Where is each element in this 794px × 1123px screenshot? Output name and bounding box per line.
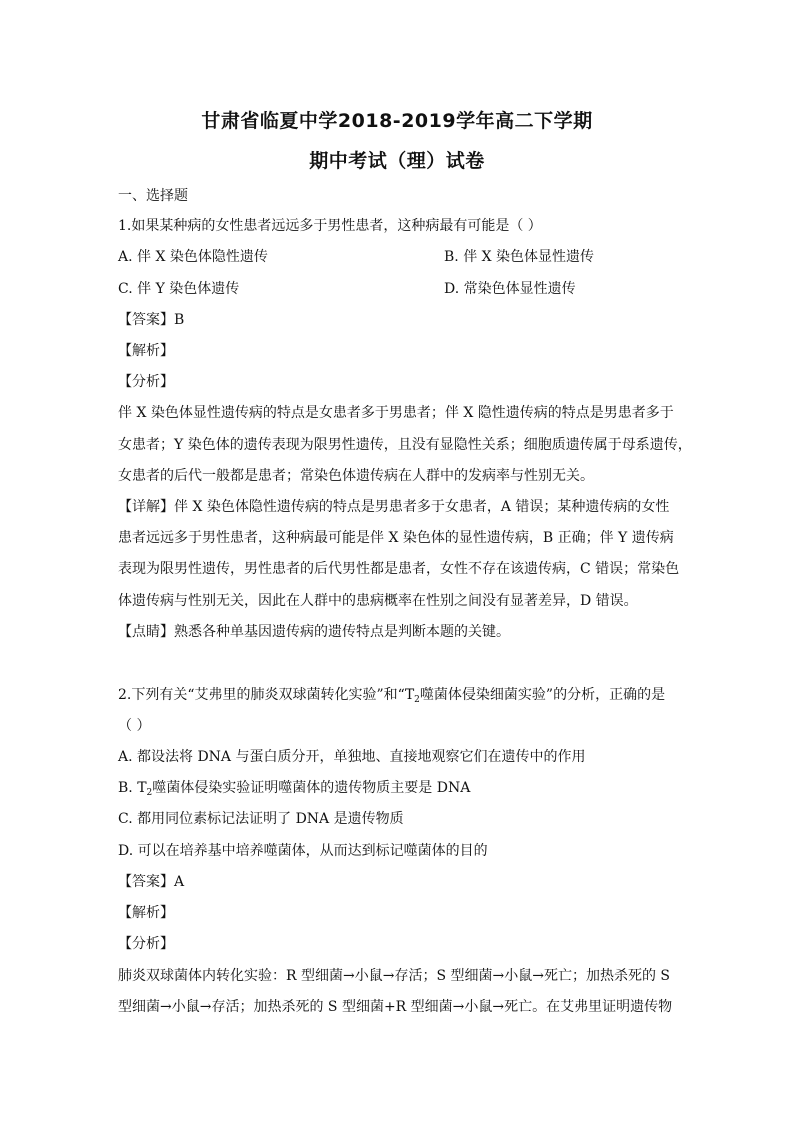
q2-analysis-line: 肺炎双球菌体内转化实验：R 型细菌→小鼠→存活；S 型细菌→小鼠→死亡；加热杀死的 S xyxy=(118,968,670,984)
q1-detail-line: 【详解】伴 X 染色体隐性遗传病的特点是男患者多于女患者，A 错误；某种遗传病的女性 xyxy=(118,499,670,515)
q2-stem xyxy=(118,685,665,705)
q2-jiexi-label: 【解析】 xyxy=(118,905,174,921)
q1-detail-line: 患者远远多于男性患者，这种病最可能是伴 X 染色体的显性遗传病，B 正确；伴 Y 遗传病 xyxy=(118,530,674,546)
q1-detail-line: 表现为限男性遗传，男性患者的后代男性都是患者，女性不存在该遗传病，C 错误；常染色 xyxy=(118,561,680,577)
q1-analysis-line: 伴 X 染色体显性遗传病的特点是女患者多于男患者；伴 X 隐性遗传病的特点是男患者多于 xyxy=(118,405,674,421)
q1-analysis-line: 女患者的后代一般都是患者；常染色体遗传病在人群中的发病率与性别无关。 xyxy=(118,468,594,484)
q2-option-a: A. 都设法将 DNA 与蛋白质分开，单独地、直接地观察它们在遗传中的作用 xyxy=(118,749,586,765)
q2-option-b-post: 噬菌体侵染实验证明噬菌体的遗传物质主要是 DNA xyxy=(152,780,471,796)
q1-option-d: D. 常染色体显性遗传 xyxy=(444,281,576,297)
page-title: 甘肃省临夏中学2018-2019学年高二下学期 xyxy=(201,110,593,132)
q1-key-point: 【点睛】熟悉各种单基因遗传病的遗传特点是判断本题的关键。 xyxy=(118,624,510,640)
q1-stem: 1.如果某种病的女性患者远远多于男性患者，这种病最有可能是（ ） xyxy=(118,218,542,234)
section-heading: 一、选择题 xyxy=(118,188,188,204)
q1-option-a: A. 伴 X 染色体隐性遗传 xyxy=(118,249,268,265)
q2-stem-post: 噬菌体侵染细菌实验”的分析，正确的是 xyxy=(419,687,666,703)
q1-analysis-line: 女患者；Y 染色体的遗传表现为限男性遗传，且没有显隐性关系；细胞质遗传属于母系遗传， xyxy=(118,437,692,453)
q2-answer: 【答案】A xyxy=(118,874,185,890)
q1-option-c: C. 伴 Y 染色体遗传 xyxy=(118,281,240,297)
q2-option-b-sub: 2 xyxy=(146,788,153,798)
q2-option-b-pre: B. T xyxy=(118,780,147,796)
q2-stem-sub: 2 xyxy=(414,695,420,705)
q1-option-b: B. 伴 X 染色体显性遗传 xyxy=(444,249,595,265)
page-subtitle: 期中考试（理）试卷 xyxy=(309,150,485,172)
q2-stem-pre: 2.下列有关“艾弗里的肺炎双球菌转化实验”和“T xyxy=(118,687,415,703)
q2-option-b xyxy=(118,778,470,798)
q2-stem-paren: （ ） xyxy=(118,718,151,734)
q1-jiexi-label: 【解析】 xyxy=(118,343,174,359)
q2-option-d: D. 可以在培养基中培养噬菌体，从而达到标记噬菌体的目的 xyxy=(118,843,488,859)
q2-fenxi-label: 【分析】 xyxy=(118,936,174,952)
q1-answer: 【答案】B xyxy=(118,312,185,328)
q1-detail-line: 体遗传病与性别无关，因此在人群中的患病概率在性别之间没有显著差异，D 错误。 xyxy=(118,593,638,609)
q2-analysis-line: 型细菌→小鼠→存活；加热杀死的 S 型细菌+R 型细菌→小鼠→死亡。在艾弗里证明遗传物 xyxy=(118,999,673,1015)
q1-fenxi-label: 【分析】 xyxy=(118,374,174,390)
q2-option-c: C. 都用同位素标记法证明了 DNA 是遗传物质 xyxy=(118,811,404,827)
